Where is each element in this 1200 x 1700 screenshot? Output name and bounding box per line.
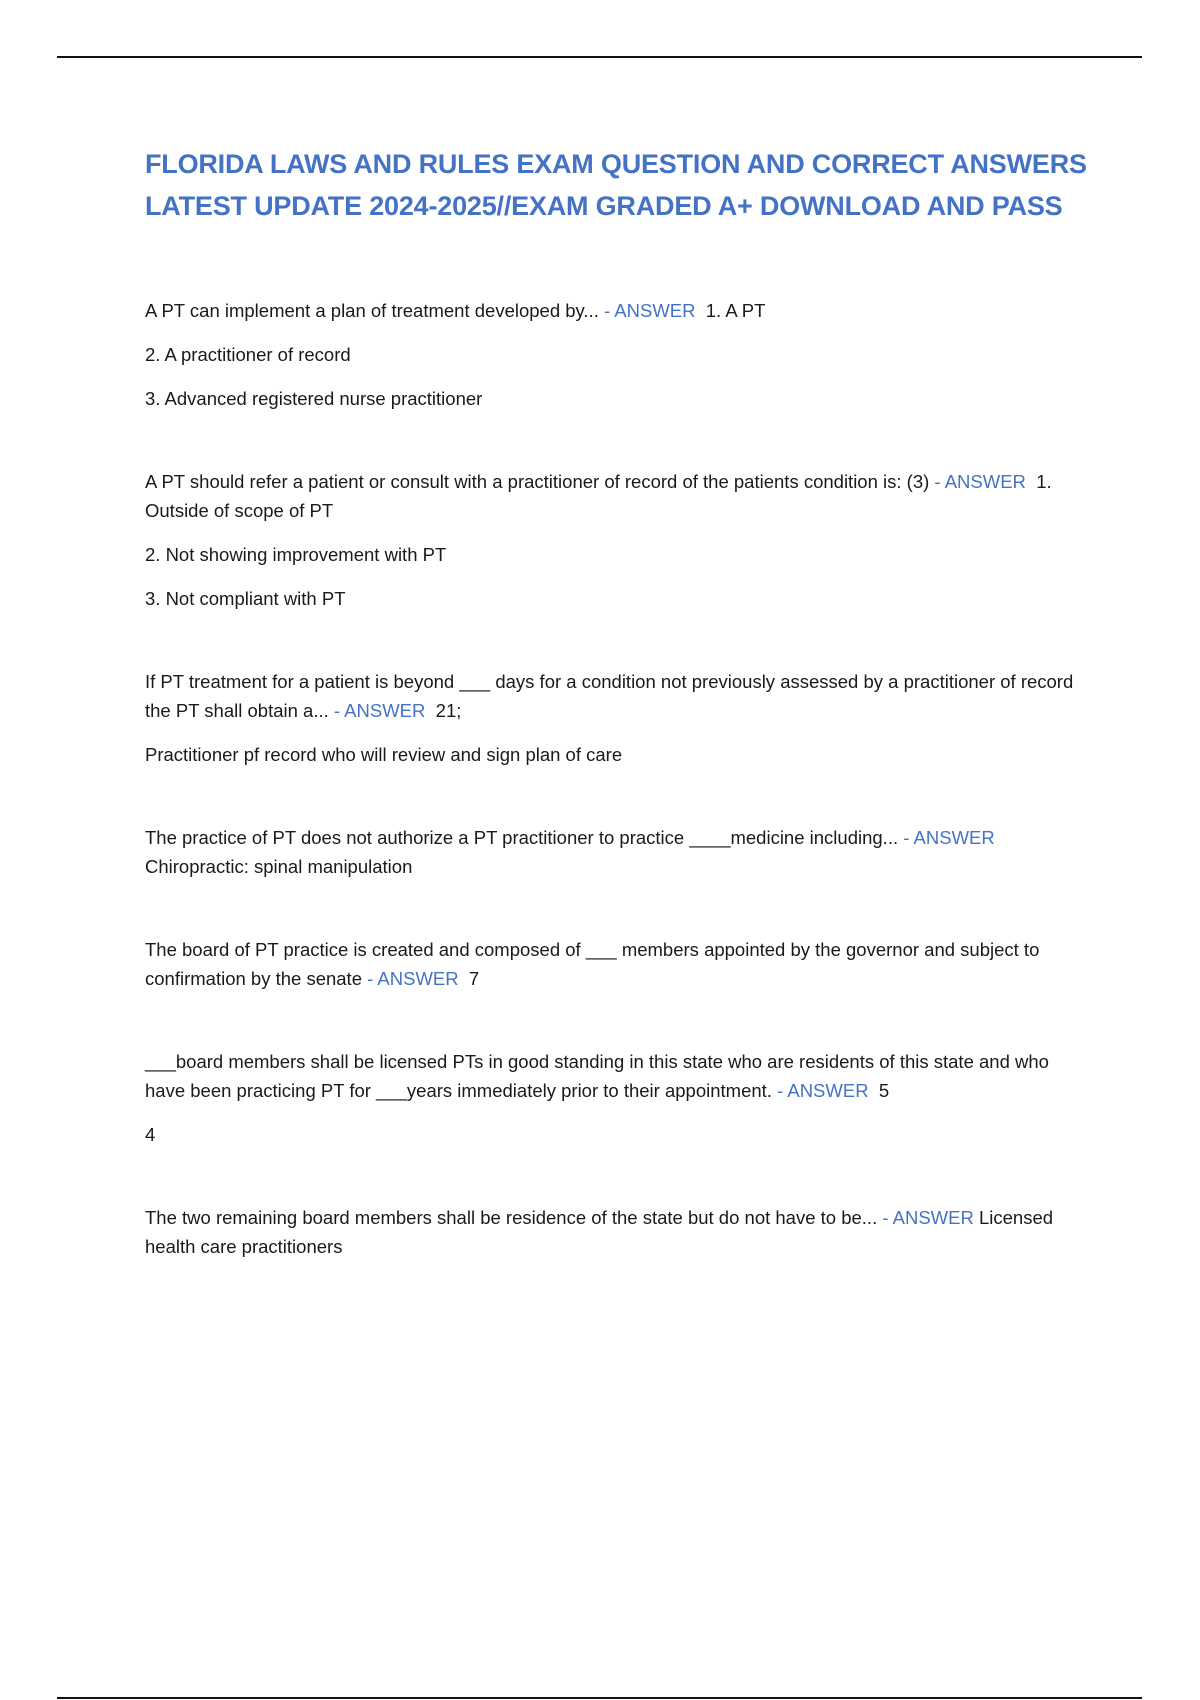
- question-line: [145, 667, 1090, 725]
- qa-item: [145, 935, 1090, 993]
- qa-item: [145, 296, 1090, 413]
- answer-text: Licensed health care practitioners: [145, 1207, 1054, 1257]
- bottom-rule: [57, 1697, 1142, 1699]
- answer-text: 1. A PT: [705, 300, 766, 321]
- question-line: [145, 1203, 1090, 1261]
- qa-item: [145, 1047, 1090, 1149]
- answer-label: - ANSWER: [934, 471, 1026, 492]
- answer-line: 4: [145, 1124, 156, 1145]
- question-text: The two remaining board members shall be residence of the state but do not have to be...: [145, 1207, 878, 1228]
- answer-label: - ANSWER: [777, 1080, 869, 1101]
- question-text: A PT should refer a patient or consult with a practitioner of record of the patients condition is: (3): [145, 471, 930, 492]
- answer-line: 2. Not showing improvement with PT: [145, 544, 447, 565]
- qa-item: [145, 1203, 1090, 1261]
- qa-list: [145, 296, 1090, 1261]
- document-body: [145, 143, 1090, 1261]
- answer-line: 2. A practitioner of record: [145, 344, 351, 365]
- question-line: [145, 1047, 1090, 1105]
- answer-label: - ANSWER: [333, 700, 426, 721]
- answer-text: 21;: [435, 700, 462, 721]
- answer-text: 7: [468, 968, 480, 989]
- question-text: The board of PT practice is created and composed of ___ members appointed by the governor and subject to confirmation by the senate: [145, 939, 1040, 989]
- qa-item: [145, 667, 1090, 769]
- answer-label: - ANSWER: [604, 300, 696, 321]
- answer-label: - ANSWER: [367, 968, 459, 989]
- answer-line: Practitioner pf record who will review and sign plan of care: [145, 744, 623, 765]
- question-line: [145, 823, 1090, 881]
- answer-label: - ANSWER: [882, 1207, 974, 1228]
- question-text: ___board members shall be licensed PTs in good standing in this state who are residents of this state and who have been practicing PT for ___years immediately prior to their appointment.: [145, 1051, 1049, 1101]
- answer-line: 3. Not compliant with PT: [145, 588, 346, 609]
- question-line: [145, 467, 1090, 525]
- answer-text: 5: [878, 1080, 890, 1101]
- answer-label: - ANSWER: [903, 827, 995, 848]
- question-text: If PT treatment for a patient is beyond ___ days for a condition not previously assessed by a practitioner of record the PT shall obtain a...: [145, 671, 1074, 721]
- top-rule: [57, 56, 1142, 58]
- answer-text: 1. Outside of scope of PT: [145, 471, 1052, 521]
- qa-item: [145, 467, 1090, 613]
- question-line: [145, 296, 1090, 325]
- question-text: The practice of PT does not authorize a PT practitioner to practice ____medicine including...: [145, 827, 899, 848]
- question-line: [145, 935, 1090, 993]
- answer-text: Chiropractic: spinal manipulation: [145, 856, 413, 877]
- qa-item: [145, 823, 1090, 881]
- answer-line: 3. Advanced registered nurse practitioner: [145, 388, 483, 409]
- question-text: A PT can implement a plan of treatment developed by...: [145, 300, 599, 321]
- document-title: FLORIDA LAWS AND RULES EXAM QUESTION AND CORRECT ANSWERS LATEST UPDATE 2024-2025//EXAM GRADED A+ DOWNLOAD AND PASS: [145, 149, 1087, 221]
